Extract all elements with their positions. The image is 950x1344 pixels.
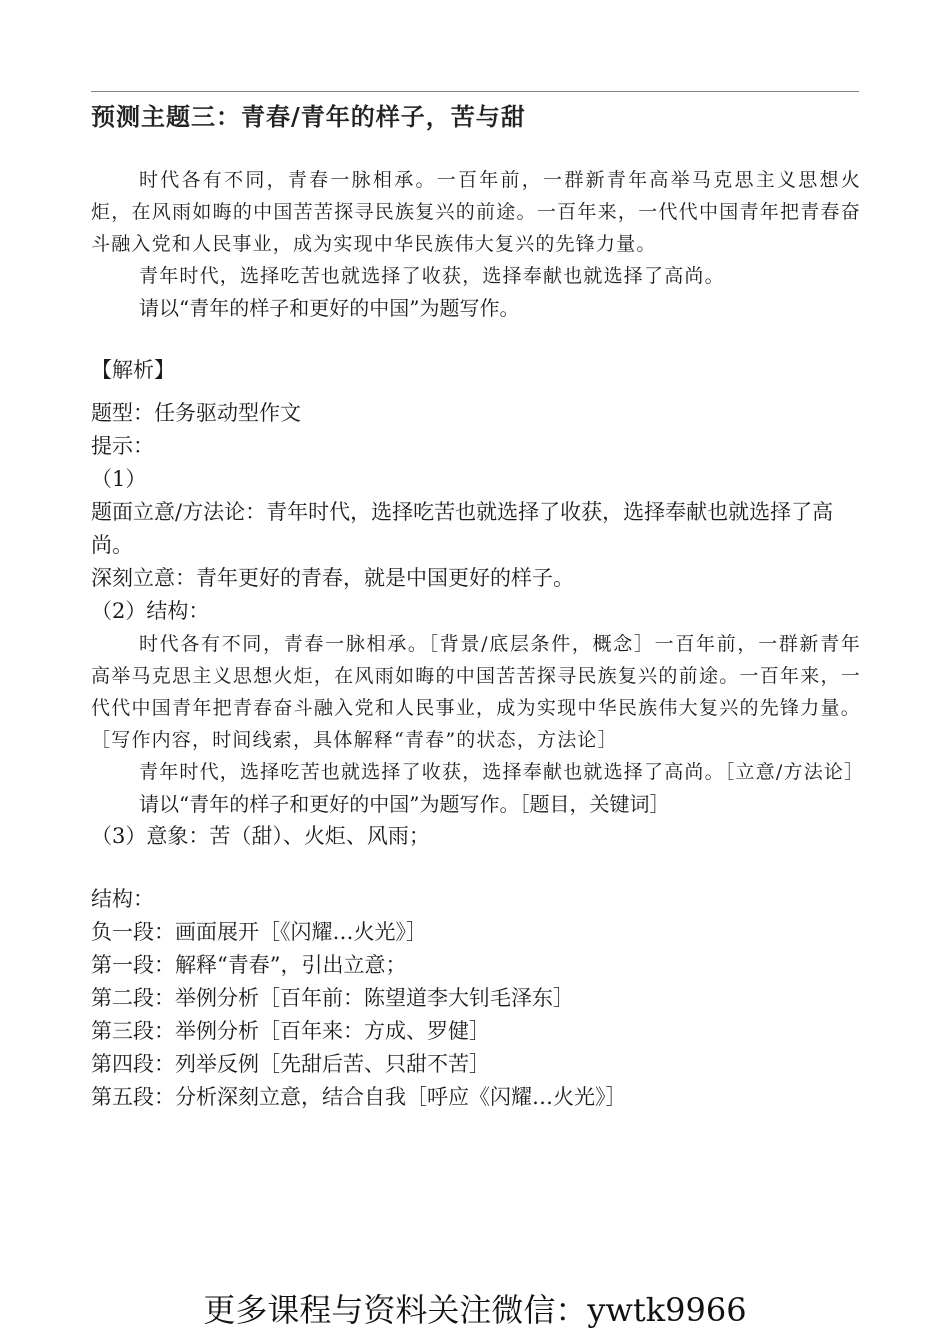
prompt-paragraph: 青年时代，选择吃苦也就选择了收获，选择奉献也就选择了高尚。 — [139, 265, 725, 287]
item1-label: （1） — [91, 467, 147, 491]
spacer — [91, 853, 861, 883]
surface-idea: 题面立意/方法论：青年时代，选择吃苦也就选择了收获，选择奉献也就选择了高尚。 — [91, 500, 834, 557]
spacer — [91, 324, 861, 354]
spacer — [91, 387, 861, 397]
analysis-heading: 【解析】 — [91, 358, 175, 382]
prompt-block — [91, 164, 861, 324]
page-title: 预测主题三：青春/青年的样子，苦与甜 — [91, 102, 526, 131]
outline-item: 第五段：分析深刻立意，结合自我［呼应《闪耀…火光》］ — [91, 1085, 627, 1109]
outline-item: 第一段：解释“青春”，引出立意； — [91, 953, 407, 977]
outline-item: 第二段：举例分析［百年前：陈望道李大钊毛泽东］ — [91, 986, 574, 1010]
structure-paragraph: 请以“青年的样子和更好的中国”为题写作。［题目，关键词］ — [139, 792, 670, 816]
hint-label: 提示： — [91, 434, 154, 458]
deep-idea: 深刻立意：青年更好的青春，就是中国更好的样子。 — [91, 566, 574, 590]
header-rule — [91, 91, 859, 92]
outline-item: 负一段：画面展开［《闪耀…火光》］ — [91, 920, 427, 944]
prompt-paragraph: 时代各有不同，青春一脉相承。一百年前，一群新青年高举马克思主义思想火炬，在风雨如晦的中国苦苦探寻民族复兴的前途。一百年来，一代代中国青年把青春奋斗融入党和人民事业，成为实现中华民族伟大复兴的先锋力量。 — [91, 169, 861, 255]
structure-paragraph: 时代各有不同，青春一脉相承。［背景/底层条件，概念］一百年前，一群新青年高举马克思主义思想火炬，在风雨如晦的中国苦苦探寻民族复兴的前途。一百年来，一代代中国青年把青春奋斗融入党和人民事业，成为实现中华民族伟大复兴的先锋力量。［写作内容，时间线索，具体解释“青春”的状态，方法论］ — [91, 633, 861, 751]
footer-watermark: 更多课程与资料关注微信：ywtk9966 — [203, 1291, 747, 1329]
analysis-block — [91, 354, 865, 1114]
document-page — [91, 98, 865, 1114]
outline-item: 第三段：举例分析［百年来：方成、罗健］ — [91, 1019, 490, 1043]
item2-label: （2）结构： — [91, 599, 210, 623]
imagery-line: （3）意象：苦（甜）、火炬、风雨； — [91, 824, 430, 848]
outline-label: 结构： — [91, 887, 154, 911]
outline-item: 第四段：列举反例［先甜后苦、只甜不苦］ — [91, 1052, 490, 1076]
prompt-paragraph: 请以“青年的样子和更好的中国”为题写作。 — [139, 296, 520, 320]
type-line: 题型：任务驱动型作文 — [91, 401, 301, 425]
structure-paragraph: 青年时代，选择吃苦也就选择了收获，选择奉献也就选择了高尚。［立意/方法论］ — [139, 761, 865, 783]
